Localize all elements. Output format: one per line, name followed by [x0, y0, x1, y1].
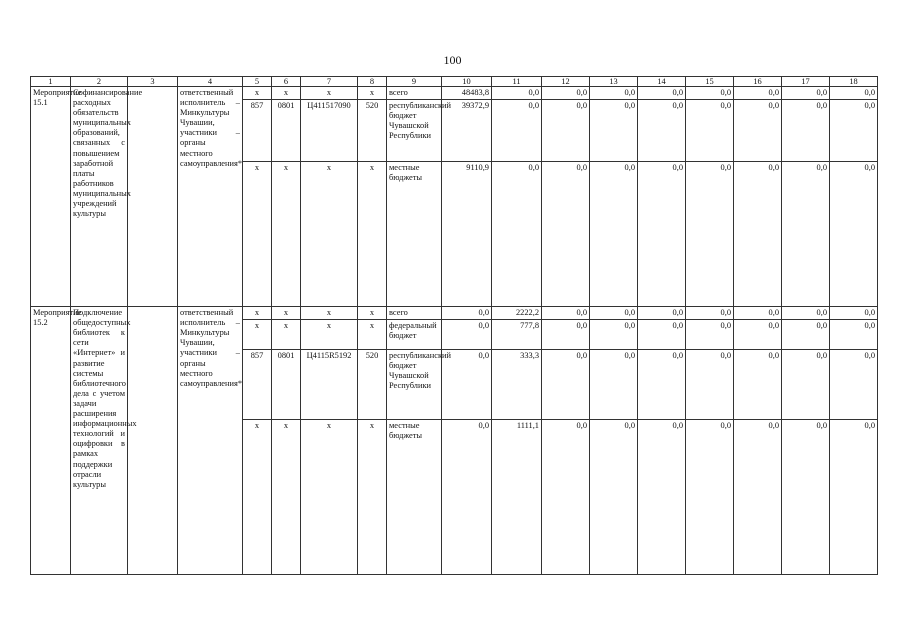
amount-cell: 0,0 [734, 350, 782, 420]
amount-cell: 0,0 [492, 162, 542, 307]
section-code: x [272, 320, 301, 350]
amount-cell: 333,3 [492, 350, 542, 420]
column-number-13: 13 [590, 77, 638, 87]
funding-source: местные бюджеты [387, 420, 442, 575]
header-row [31, 77, 878, 87]
amount-cell: 0,0 [638, 87, 686, 100]
expense-type-code: x [358, 162, 387, 307]
table-row [31, 87, 878, 100]
amount-cell: 0,0 [492, 100, 542, 162]
column-number-2: 2 [71, 77, 128, 87]
target-article-code: Ц4115R5192 [301, 350, 358, 420]
spacer-cell [243, 575, 272, 576]
amount-cell: 0,0 [542, 162, 590, 307]
spacer-cell [492, 575, 542, 576]
amount-cell: 48483,8 [442, 87, 492, 100]
column-number-3: 3 [128, 77, 178, 87]
grbs-code: 857 [243, 100, 272, 162]
amount-cell: 9110,9 [442, 162, 492, 307]
expense-type-code: x [358, 307, 387, 320]
amount-cell: 0,0 [686, 307, 734, 320]
column-number-6: 6 [272, 77, 301, 87]
column-number-14: 14 [638, 77, 686, 87]
column-number-12: 12 [542, 77, 590, 87]
expense-type-code: 520 [358, 350, 387, 420]
spacer-cell [542, 575, 590, 576]
grbs-code: 857 [243, 350, 272, 420]
budget-table [30, 76, 878, 575]
spacer-cell [590, 575, 638, 576]
amount-cell: 1111,1 [492, 420, 542, 575]
funding-source: всего [387, 307, 442, 320]
funding-source: федеральный бюджет [387, 320, 442, 350]
funding-source: республиканский бюджет Чувашской Республики [387, 100, 442, 162]
amount-cell: 0,0 [638, 307, 686, 320]
amount-cell: 0,0 [830, 350, 878, 420]
spacer-cell [387, 575, 442, 576]
spacer-cell [734, 575, 782, 576]
spacer-cell [782, 575, 830, 576]
grbs-code: x [243, 420, 272, 575]
amount-cell: 0,0 [590, 100, 638, 162]
section-code: x [272, 420, 301, 575]
amount-cell: 777,8 [492, 320, 542, 350]
amount-cell: 0,0 [686, 320, 734, 350]
column-number-18: 18 [830, 77, 878, 87]
target-article-code: x [301, 320, 358, 350]
amount-cell: 0,0 [638, 162, 686, 307]
spacer-cell [71, 575, 128, 576]
amount-cell: 0,0 [782, 320, 830, 350]
section-code: 0801 [272, 100, 301, 162]
amount-cell: 0,0 [590, 420, 638, 575]
amount-cell: 0,0 [830, 420, 878, 575]
activity-responsible: ответственный исполнитель – Минкультуры Чувашии, участники – органы местного самоуправления* [178, 307, 243, 575]
target-article-code: Ц411517090 [301, 100, 358, 162]
amount-cell: 0,0 [734, 320, 782, 350]
amount-cell: 0,0 [686, 162, 734, 307]
amount-cell: 0,0 [590, 162, 638, 307]
spacer-cell [830, 575, 878, 576]
amount-cell: 0,0 [542, 320, 590, 350]
amount-cell: 0,0 [782, 420, 830, 575]
activity-description: Подключение общедоступных библиотек к сети «Интернет» и развитие системы библиотечного дела с учетом задачи расширения информационных технологий и оцифровки в рамках поддержки отрасли культуры [71, 307, 128, 575]
spacer-cell [301, 575, 358, 576]
amount-cell: 0,0 [542, 350, 590, 420]
target-article-code: x [301, 307, 358, 320]
spacer-cell [638, 575, 686, 576]
grbs-code: x [243, 320, 272, 350]
column-number-15: 15 [686, 77, 734, 87]
section-code: x [272, 307, 301, 320]
amount-cell: 0,0 [542, 87, 590, 100]
amount-cell: 0,0 [590, 320, 638, 350]
amount-cell: 0,0 [638, 350, 686, 420]
activity-name: Мероприятие 15.1 [31, 87, 71, 307]
spacer-cell [358, 575, 387, 576]
section-code: x [272, 162, 301, 307]
amount-cell: 0,0 [686, 87, 734, 100]
page-number: 100 [443, 53, 462, 67]
funding-source: местные бюджеты [387, 162, 442, 307]
grbs-code: x [243, 307, 272, 320]
target-article-code: x [301, 162, 358, 307]
expense-type-code: x [358, 320, 387, 350]
table-bottom-rule [31, 575, 878, 576]
amount-cell: 0,0 [830, 320, 878, 350]
expense-type-code: 520 [358, 100, 387, 162]
amount-cell: 0,0 [442, 420, 492, 575]
spacer-cell [686, 575, 734, 576]
spacer-cell [128, 575, 178, 576]
target-article-code: x [301, 87, 358, 100]
amount-cell: 0,0 [782, 100, 830, 162]
activity-responsible: ответственный исполнитель – Минкультуры Чувашии, участники – органы местного самоуправления* [178, 87, 243, 307]
amount-cell: 0,0 [442, 320, 492, 350]
amount-cell: 0,0 [590, 350, 638, 420]
column-number-8: 8 [358, 77, 387, 87]
grbs-code: x [243, 87, 272, 100]
amount-cell: 0,0 [542, 307, 590, 320]
amount-cell: 2222,2 [492, 307, 542, 320]
column-number-7: 7 [301, 77, 358, 87]
amount-cell: 0,0 [734, 100, 782, 162]
amount-cell: 0,0 [638, 320, 686, 350]
amount-cell: 39372,9 [442, 100, 492, 162]
amount-cell: 0,0 [830, 100, 878, 162]
activity-goal [128, 87, 178, 307]
amount-cell: 0,0 [830, 307, 878, 320]
column-number-1: 1 [31, 77, 71, 87]
amount-cell: 0,0 [734, 87, 782, 100]
amount-cell: 0,0 [542, 100, 590, 162]
expense-type-code: x [358, 87, 387, 100]
amount-cell: 0,0 [686, 350, 734, 420]
amount-cell: 0,0 [734, 420, 782, 575]
amount-cell: 0,0 [638, 100, 686, 162]
amount-cell: 0,0 [782, 87, 830, 100]
amount-cell: 0,0 [830, 162, 878, 307]
amount-cell: 0,0 [590, 87, 638, 100]
amount-cell: 0,0 [734, 162, 782, 307]
funding-source: республиканский бюджет Чувашской Республики [387, 350, 442, 420]
funding-source: всего [387, 87, 442, 100]
amount-cell: 0,0 [686, 100, 734, 162]
spacer-cell [442, 575, 492, 576]
amount-cell: 0,0 [782, 307, 830, 320]
spacer-cell [31, 575, 71, 576]
amount-cell: 0,0 [442, 350, 492, 420]
amount-cell: 0,0 [782, 350, 830, 420]
amount-cell: 0,0 [590, 307, 638, 320]
table-row [31, 307, 878, 320]
expense-type-code: x [358, 420, 387, 575]
amount-cell: 0,0 [492, 87, 542, 100]
activity-description: Софинансирование расходных обязательств муниципальных образований, связанных с повышением заработной платы работников муниципальных учреждений культуры [71, 87, 128, 307]
amount-cell: 0,0 [782, 162, 830, 307]
amount-cell: 0,0 [542, 420, 590, 575]
spacer-cell [272, 575, 301, 576]
column-number-5: 5 [243, 77, 272, 87]
spacer-cell [178, 575, 243, 576]
amount-cell: 0,0 [830, 87, 878, 100]
amount-cell: 0,0 [638, 420, 686, 575]
amount-cell: 0,0 [686, 420, 734, 575]
column-number-11: 11 [492, 77, 542, 87]
amount-cell: 0,0 [734, 307, 782, 320]
target-article-code: x [301, 420, 358, 575]
grbs-code: x [243, 162, 272, 307]
column-number-9: 9 [387, 77, 442, 87]
section-code: 0801 [272, 350, 301, 420]
column-number-10: 10 [442, 77, 492, 87]
section-code: x [272, 87, 301, 100]
activity-goal [128, 307, 178, 575]
column-number-4: 4 [178, 77, 243, 87]
activity-name: Мероприятие 15.2 [31, 307, 71, 575]
column-number-16: 16 [734, 77, 782, 87]
amount-cell: 0,0 [442, 307, 492, 320]
column-number-17: 17 [782, 77, 830, 87]
